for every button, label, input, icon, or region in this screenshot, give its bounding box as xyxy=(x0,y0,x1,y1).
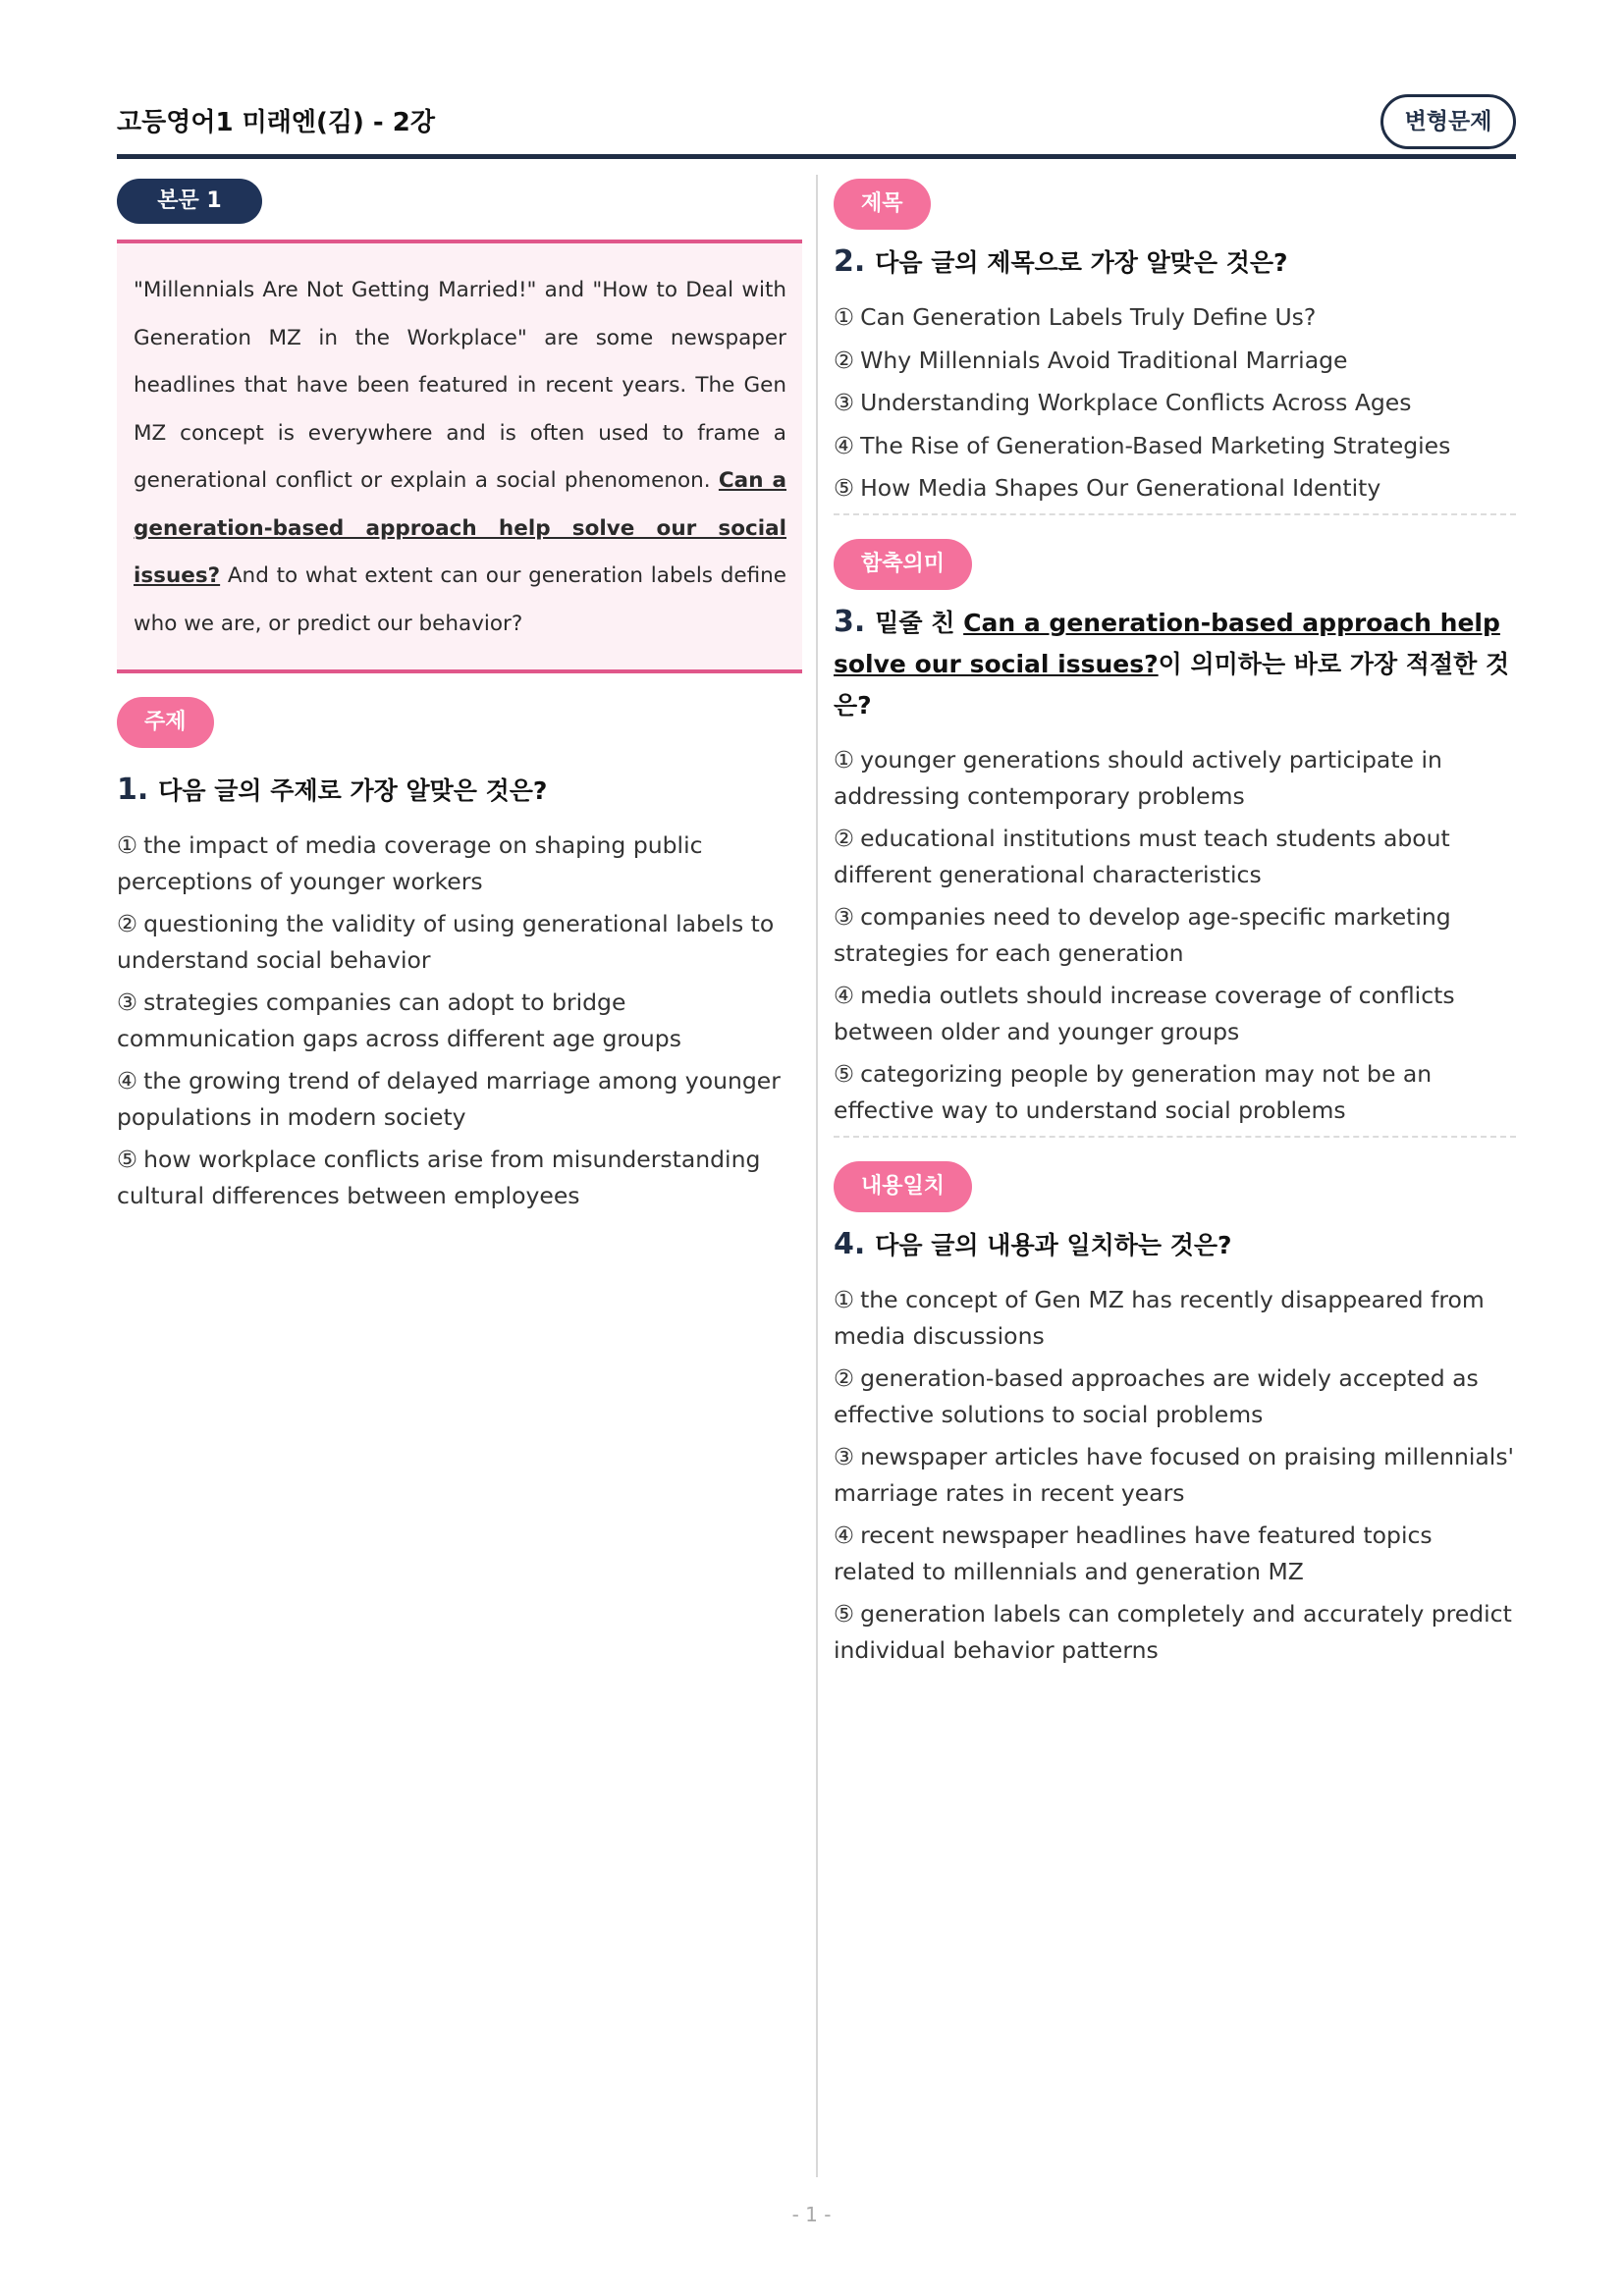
q3-block xyxy=(834,539,1516,1128)
q4-number: 4. xyxy=(834,1227,866,1261)
q3-option-3[interactable]: ③ companies need to develop age-specific marketing strategies for each generation xyxy=(834,903,1451,967)
page-title: 고등영어1 미래엔(김) - 2강 xyxy=(117,108,435,137)
q4-title xyxy=(834,1224,1516,1266)
passage-underlined-sentence: Can a generation-based approach help solve our social issues? xyxy=(134,468,786,588)
q3-option-4[interactable]: ④ media outlets should increase coverage of conflicts between older and younger groups xyxy=(834,982,1455,1045)
q4-option-2[interactable]: ② generation-based approaches are widely accepted as effective solutions to social problems xyxy=(834,1364,1479,1428)
q1-option-1[interactable]: ① the impact of media coverage on shaping public perceptions of younger workers xyxy=(117,831,703,895)
page-number: - 1 - xyxy=(791,2203,832,2226)
q1-options xyxy=(117,828,802,1213)
q4-option-5[interactable]: ⑤ generation labels can completely and accurately predict individual behavior patterns xyxy=(834,1600,1512,1664)
q2-option-5[interactable]: ⑤ How Media Shapes Our Generational Identity xyxy=(834,474,1381,502)
variant-badge: 변형문제 xyxy=(1380,94,1516,149)
page-header xyxy=(117,94,1516,159)
q4-options xyxy=(834,1282,1516,1668)
q4-block xyxy=(834,1161,1516,1668)
q1-number: 1. xyxy=(117,773,149,807)
q4-option-4[interactable]: ④ recent newspaper headlines have featured topics related to millennials and generation MZ xyxy=(834,1522,1433,1585)
q2-option-4[interactable]: ④ The Rise of Generation-Based Marketing Strategies xyxy=(834,431,1451,459)
q4-option-1[interactable]: ① the concept of Gen MZ has recently disappeared from media discussions xyxy=(834,1286,1485,1350)
q3-option-2[interactable]: ② educational institutions must teach students about different generational characteristics xyxy=(834,825,1450,888)
q3-number: 3. xyxy=(834,605,866,639)
q3-separator xyxy=(834,1136,1516,1138)
q2-option-3[interactable]: ③ Understanding Workplace Conflicts Across Ages xyxy=(834,389,1412,416)
q2-title xyxy=(834,241,1516,284)
passage-text-before: "Millennials Are Not Getting Married!" and "How to Deal with Generation MZ in the Workplace" are some newspaper headlines that have been featured in recent years. The Gen MZ concept is everywhere and is often used to frame a generational conflict or explain a social phenomenon. xyxy=(134,278,786,493)
q3-tag: 함축의미 xyxy=(834,539,972,590)
q4-question: 다음 글의 내용과 일치하는 것은? xyxy=(875,1231,1232,1259)
q3-title xyxy=(834,602,1516,726)
q2-option-1[interactable]: ① Can Generation Labels Truly Define Us? xyxy=(834,303,1317,331)
right-column xyxy=(834,179,1516,1675)
q3-question-prefix: 밑줄 친 xyxy=(875,609,964,637)
q4-option-3[interactable]: ③ newspaper articles have focused on praising millennials' marriage rates in recent years xyxy=(834,1443,1515,1507)
q2-question: 다음 글의 제목으로 가장 알맞은 것은? xyxy=(875,248,1288,277)
q1-option-3[interactable]: ③ strategies companies can adopt to bridge communication gaps across different age groups xyxy=(117,988,681,1052)
passage-text-after: And to what extent can our generation labels define who we are, or predict our behavior? xyxy=(134,563,786,636)
q1-option-2[interactable]: ② questioning the validity of using generational labels to understand social behavior xyxy=(117,910,775,974)
q3-question-suffix: 이 의미하는 바로 가장 적절한 것은? xyxy=(834,650,1510,720)
q2-option-2[interactable]: ② Why Millennials Avoid Traditional Marriage xyxy=(834,346,1348,374)
q2-separator xyxy=(834,513,1516,515)
q2-options xyxy=(834,299,1516,506)
q1-title xyxy=(117,770,802,812)
q1-block xyxy=(117,697,802,1213)
column-divider xyxy=(816,175,818,2177)
q3-option-1[interactable]: ① younger generations should actively participate in addressing contemporary problems xyxy=(834,746,1442,810)
q2-number: 2. xyxy=(834,244,866,279)
q4-tag: 내용일치 xyxy=(834,1161,972,1212)
passage-label: 본문 1 xyxy=(117,179,262,224)
q3-options xyxy=(834,742,1516,1128)
q1-option-4[interactable]: ④ the growing trend of delayed marriage among younger populations in modern society xyxy=(117,1067,781,1131)
q3-question-underlined: Can a generation-based approach help solve our social issues? xyxy=(834,609,1500,678)
q2-block xyxy=(834,179,1516,506)
passage-text xyxy=(117,240,802,673)
q1-option-5[interactable]: ⑤ how workplace conflicts arise from misunderstanding cultural differences between employees xyxy=(117,1146,761,1209)
q2-tag: 제목 xyxy=(834,179,931,230)
q1-question: 다음 글의 주제로 가장 알맞은 것은? xyxy=(158,776,548,805)
left-column xyxy=(117,179,802,1220)
q1-tag: 주제 xyxy=(117,697,214,748)
q3-option-5[interactable]: ⑤ categorizing people by generation may not be an effective way to understand social problems xyxy=(834,1060,1433,1124)
